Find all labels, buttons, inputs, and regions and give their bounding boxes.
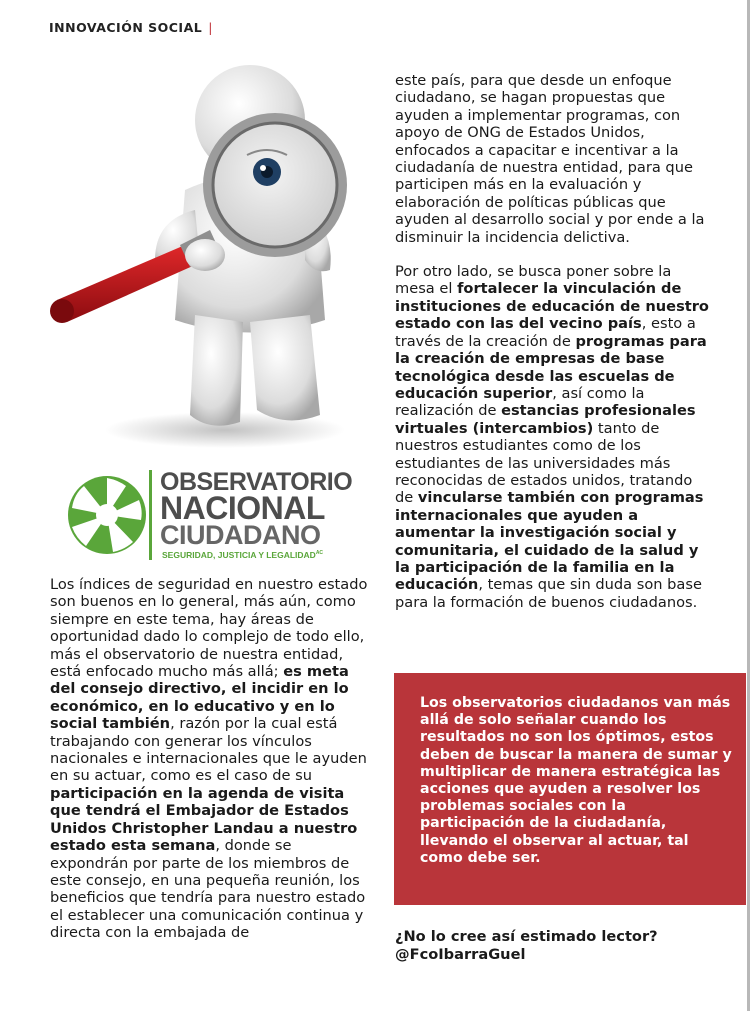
author-handle: @FcoIbarraGuel [395,945,526,963]
logo-line-2: NACIONAL [160,490,325,526]
right-column-text [395,72,715,611]
pull-quote-box [394,673,746,905]
logo-trademark: AC [315,550,324,557]
closing-question: ¿No lo cree así estimado lector? [395,928,658,945]
logo-divider [149,470,152,560]
left-paragraph: Los índices de seguridad en nuestro estado son buenos en lo general, más aún, como siempre en este tema, hay áreas de oportunidad dado lo complejo de todo ello, más el observatorio de nuestra entidad, está enfocado mucho más allá; es meta del consejo directivo, el incidir en lo económico, en lo educativo y en lo social también, razón por la cual está trabajando con generar los vínculos nacionales e internacionales que le ayuden en su actuar, como es el caso de su participación en la agenda de visita que tendrá el Embajador de Estados Unidos Christopher Landau a nuestro estado esta semana, donde se expondrán por parte de los miembros de este consejo, en una pequeña reunión, los beneficios que tendría para nuestro estado el establecer una comunicación continua y directa con la embajada de [50,576,368,942]
pull-quote-text: Los observatorios ciudadanos van más allá de solo señalar cuando los resultados no son los óptimos, estos deben de buscar la manera de sumar y multiplicar de manera estratégica las acciones que ayuden a resolver los problemas sociales con la participación de la ciudadanía, llevando el observar al actuar, tal como debe ser. [420,695,732,866]
logo-tagline: SEGURIDAD, JUSTICIA Y $LEGALIDAD^{AC}$ [162,550,324,560]
right-paragraph-1: este país, para que desde un enfoque ciudadano, se hagan propuestas que ayuden a implementar programas, con apoyo de ONG de Estados Unidos, enfocados a capacitar e incentivar a la ciudadanía de nuestra entidad, para que participen más en la evaluación y elaboración de políticas públicas que ayuden al desarrollo social y por ende a la disminuir la incidencia delictiva. [395,72,705,246]
observatorio-logo [66,470,366,565]
section-title: INNOVACIÓN SOCIAL [49,20,203,35]
right-paragraph-2: Por otro lado, se busca poner sobre la mesa el fortalecer la vinculación de instituciones de educación de nuestro estado con las del vecino país, esto a través de la creación de programas para la creación de empresas de base tecnológica desde las escuelas de educación superior, así como la realización de estancias profesionales virtuales (intercambios) tanto de nuestros estudiantes como de los estudiantes de las universidades más reconocidas de estados unidos, tratando de vincularse también con programas internacionales que ayuden a aumentar la investigación social y comunitaria, el cuidado de la salud y la participación de la familia en la educación, temas que sin duda son base para la formación de buenos ciudadanos. [395,263,709,611]
logo-line-3: CIUDADANO [160,520,321,550]
section-separator: | [208,20,213,35]
closing-signature [395,928,725,964]
magnifier-figure-illustration [35,60,375,455]
aperture-logo-icon [66,472,148,558]
logo-line-1: OBSERVATORIO [160,468,353,496]
section-header [49,20,213,35]
left-column-text [50,576,370,942]
